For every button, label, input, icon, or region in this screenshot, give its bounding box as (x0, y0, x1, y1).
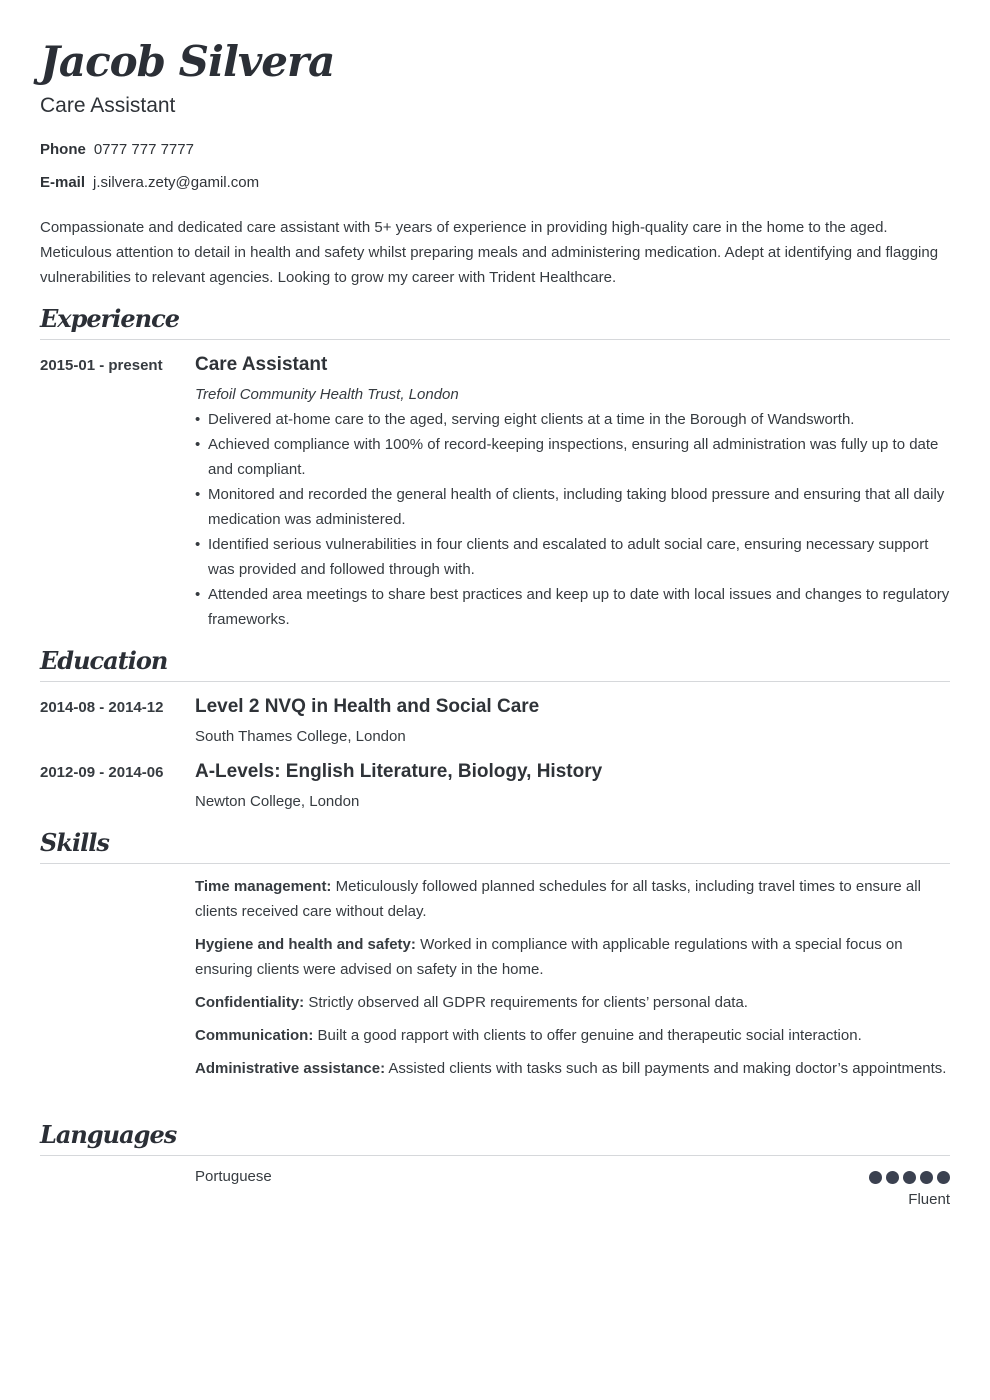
list-item: • Monitored and recorded the general health of clients, including taking blood pressure and ensuring that all daily medication was administered. (195, 482, 955, 532)
education-dates: 2014-08 - 2014-12 (40, 699, 164, 716)
skill-name: Confidentiality: (195, 994, 305, 1011)
experience-heading: Experience (40, 304, 180, 333)
list-item: • Attended area meetings to share best practices and keep up to date with local issues and changes to regulatory frameworks. (195, 582, 955, 632)
education-heading: Education (40, 646, 168, 675)
rating-dot-icon (869, 1171, 882, 1184)
profile-summary: Compassionate and dedicated care assistant with 5+ years of experience in providing high-quality care in the home to the aged. Meticulous attention to detail in health and safety whilst preparing meals and administering medication. Adept at identifying and flagging vulnerabilities to relevant agencies. Looking to grow my career with Trident Healthcare. (40, 219, 939, 286)
job-title: Care Assistant (40, 94, 176, 117)
phone-value: 0777 777 7777 (93, 141, 194, 158)
skills-heading: Skills (40, 828, 109, 857)
experience-bullets (195, 407, 955, 632)
rating-dot-icon (937, 1171, 950, 1184)
education-school: Newton College, London (195, 793, 360, 810)
skill-description: Meticulously followed planned schedules for all tasks, including travel times to ensure all clients received care without delay. (195, 878, 921, 920)
skill-item (195, 874, 950, 924)
skill-description: Assisted clients with tasks such as bill payments and making doctor’s appointments. (388, 1060, 947, 1077)
skill-name: Hygiene and health and safety: (195, 936, 416, 953)
education-dates: 2012-09 - 2014-06 (40, 764, 164, 781)
email-label: E-mail (40, 174, 86, 191)
education-school: South Thames College, London (195, 728, 406, 745)
education-degree: Level 2 NVQ in Health and Social Care (195, 696, 540, 717)
language-name: Portuguese (195, 1168, 272, 1185)
skill-item (195, 990, 950, 1015)
list-item: • Achieved compliance with 100% of record-keeping inspections, ensuring all administration was fully up to date and compliant. (195, 432, 955, 482)
phone-label: Phone (40, 141, 86, 158)
skill-item (195, 1023, 950, 1048)
language-level: Fluent (908, 1191, 950, 1208)
skill-item (195, 932, 950, 982)
email-value: j.silvera.zety@gamil.com (93, 174, 260, 191)
education-degree: A-Levels: English Literature, Biology, History (195, 761, 603, 782)
skill-name: Time management: (195, 878, 332, 895)
rating-dot-icon (920, 1171, 933, 1184)
section-divider (40, 863, 950, 864)
phone-row (40, 141, 194, 158)
section-divider (40, 339, 950, 340)
section-divider (40, 1155, 950, 1156)
skills-list (195, 874, 950, 1089)
experience-job-title: Care Assistant (195, 354, 328, 375)
candidate-name: Jacob Silvera (40, 37, 335, 86)
experience-dates: 2015-01 - present (40, 357, 163, 374)
experience-employer: Trefoil Community Health Trust, London (195, 386, 459, 403)
rating-dot-icon (886, 1171, 899, 1184)
skill-description: Worked in compliance with applicable regulations with a special focus on ensuring clients were advised on safety in the home. (195, 936, 903, 978)
skill-name: Communication: (195, 1027, 314, 1044)
email-row (40, 174, 259, 191)
skill-description: Strictly observed all GDPR requirements for clients’ personal data. (308, 994, 748, 1011)
skill-item (195, 1056, 950, 1081)
language-rating (869, 1171, 950, 1184)
rating-dot-icon (903, 1171, 916, 1184)
languages-heading: Languages (40, 1120, 177, 1149)
section-divider (40, 681, 950, 682)
skill-name: Administrative assistance: (195, 1060, 386, 1077)
list-item: • Delivered at-home care to the aged, serving eight clients at a time in the Borough of Wandsworth. (195, 407, 955, 432)
skill-description: Built a good rapport with clients to offer genuine and therapeutic social interaction. (317, 1027, 862, 1044)
list-item: • Identified serious vulnerabilities in four clients and escalated to adult social care, ensuring necessary support was provided and followed through with. (195, 532, 955, 582)
